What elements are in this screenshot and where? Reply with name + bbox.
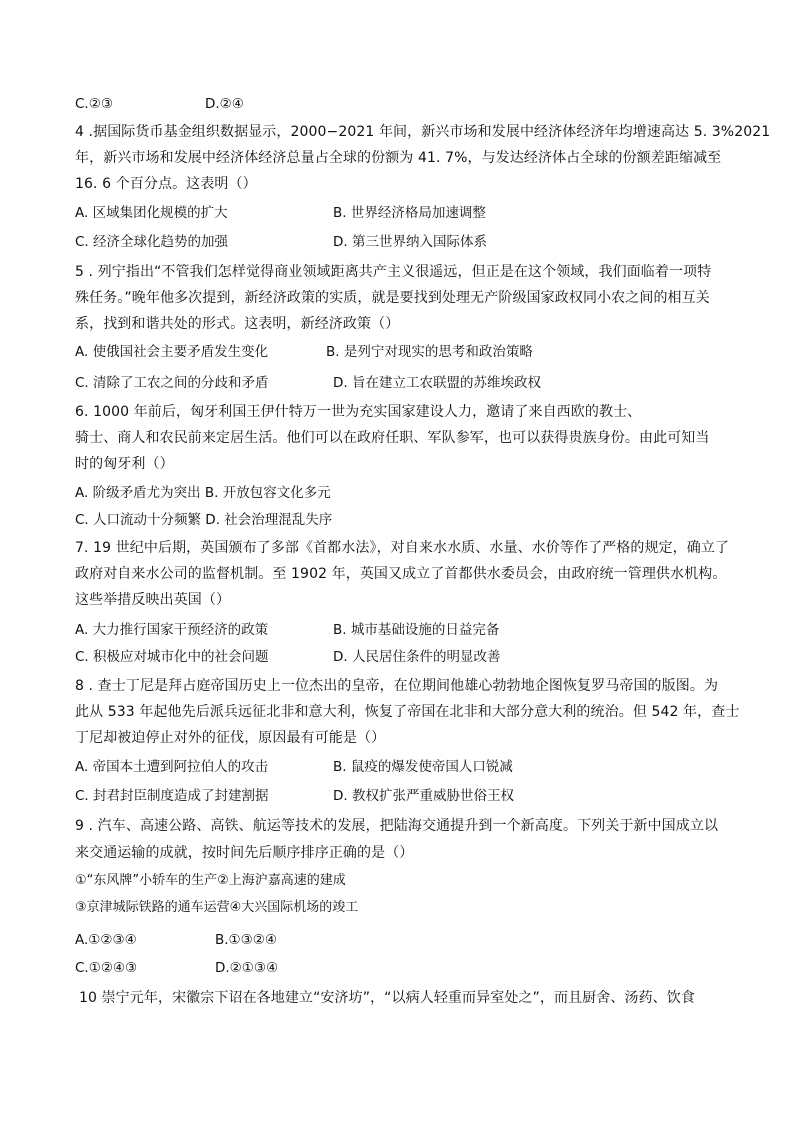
q6-stem-line2: 骑士、商人和农民前来定居生活。他们可以在政府任职、军队参军，也可以获得贵族身份。由此可知当 [75,430,710,446]
q8-option-b: B. 鼠疫的爆发使帝国人口锐减 [333,759,513,775]
q4-option-b: B. 世界经济格局加速调整 [333,205,486,221]
prev-option-d: D.②④ [205,96,244,112]
q8-option-c: C. 封君封臣制度造成了封建割据 [75,788,269,804]
q9-stem-line1: 9 . 汽车、高速公路、高铁、航运等技术的发展，把陆海交通提升到一个新高度。下列关于新中国成立以 [75,818,719,834]
q9-item-line1: ①“东风牌”小轿车的生产②上海沪嘉高速的建成 [75,873,346,888]
q7-option-d: D. 人民居住条件的明显改善 [333,649,501,665]
q4-stem-line1: 4 .据国际货币基金组织数据显示，2000−2021 年间，新兴市场和发展中经济体经济年均增速高达 5. 3%2021 [75,124,771,140]
q4-stem-line2: 年，新兴市场和发展中经济体经济总量占全球的份额为 41. 7%，与发达经济体占全球的份额差距缩减至 [75,150,722,166]
q9-stem-line2: 来交通运输的成就，按时间先后顺序排序正确的是（） [75,845,414,861]
q5-stem-line2: 殊任务。”晚年他多次提到，新经济政策的实质，就是要找到处理无产阶级国家政权同小农之间的相互关 [75,290,710,306]
q6-option-cd: C. 人口流动十分频繁 D. 社会治理混乱失序 [75,512,333,528]
q4-option-c: C. 经济全球化趋势的加强 [75,234,229,250]
q8-stem-line2: 此从 533 年起他先后派兵远征北非和意大利，恢复了帝国在北非和大部分意大利的统治。但 542 年，查士 [75,704,740,720]
q5-stem-line3: 系，找到和谐共处的形式。这表明，新经济政策（） [75,316,400,332]
q7-stem-line1: 7. 19 世纪中后期，英国颁布了多部《首都水法》，对自来水水质、水量、水价等作了严格的规定，确立了 [75,540,730,556]
q5-option-a: A. 使俄国社会主要矛盾发生变化 [75,344,269,360]
q4-stem-line3: 16. 6 个百分点。这表明（） [75,176,257,192]
q9-option-c: C.①②④③ [75,960,138,976]
q5-stem-line1: 5 . 列宁指出“不管我们怎样觉得商业领域距离共产主义很遥远，但正是在这个领域，我们面临着一项特 [75,264,712,280]
q8-option-d: D. 教权扩张严重威胁世俗王权 [333,788,514,804]
q8-option-a: A. 帝国本土遭到阿拉伯人的攻击 [75,759,269,775]
q9-option-b: B.①③②④ [215,932,277,948]
q9-option-a: A.①②③④ [75,932,137,948]
q7-option-b: B. 城市基础设施的日益完备 [333,622,500,638]
q6-stem-line3: 时的匈牙利（） [75,456,174,472]
q9-item-line2: ③京津城际铁路的通车运营④大兴国际机场的竣工 [75,900,359,915]
q8-stem-line3: 丁尼却被迫停止对外的征伐，原因最有可能是（） [75,730,386,746]
q5-option-d: D. 旨在建立工农联盟的苏维埃政权 [333,375,541,391]
q5-option-c: C. 清除了工农之间的分歧和矛盾 [75,375,269,391]
q8-stem-line1: 8 . 查士丁尼是拜占庭帝国历史上一位杰出的皇帝，在位期间他雄心勃勃地企图恢复罗马帝国的版图。为 [75,678,719,694]
q9-option-d: D.②①③④ [215,960,279,976]
q4-option-a: A. 区域集团化规模的扩大 [75,205,228,221]
q6-option-ab: A. 阶级矛盾尤为突出 B. 开放包容文化多元 [75,485,331,501]
q7-option-c: C. 积极应对城市化中的社会问题 [75,649,269,665]
q10-stem-line1: 10 崇宁元年，宋徽宗下诏在各地建立“安济坊”，“以病人轻重而异室处之”，而且厨舍、汤药、饮食 [79,990,695,1006]
prev-option-c: C.②③ [75,96,113,112]
q7-stem-line3: 这些举措反映出英国（） [75,592,231,608]
q6-stem-line1: 6. 1000 年前后，匈牙利国王伊什特万一世为充实国家建设人力，邀请了来自西欧的教士、 [75,404,642,420]
q7-stem-line2: 政府对自来水公司的监督机制。至 1902 年，英国又成立了首都供水委员会，由政府统一管理供水机构。 [75,566,727,582]
q5-option-b: B. 是列宁对现实的思考和政治策略 [326,344,533,360]
q4-option-d: D. 第三世界纳入国际体系 [333,234,487,250]
q7-option-a: A. 大力推行国家干预经济的政策 [75,622,269,638]
